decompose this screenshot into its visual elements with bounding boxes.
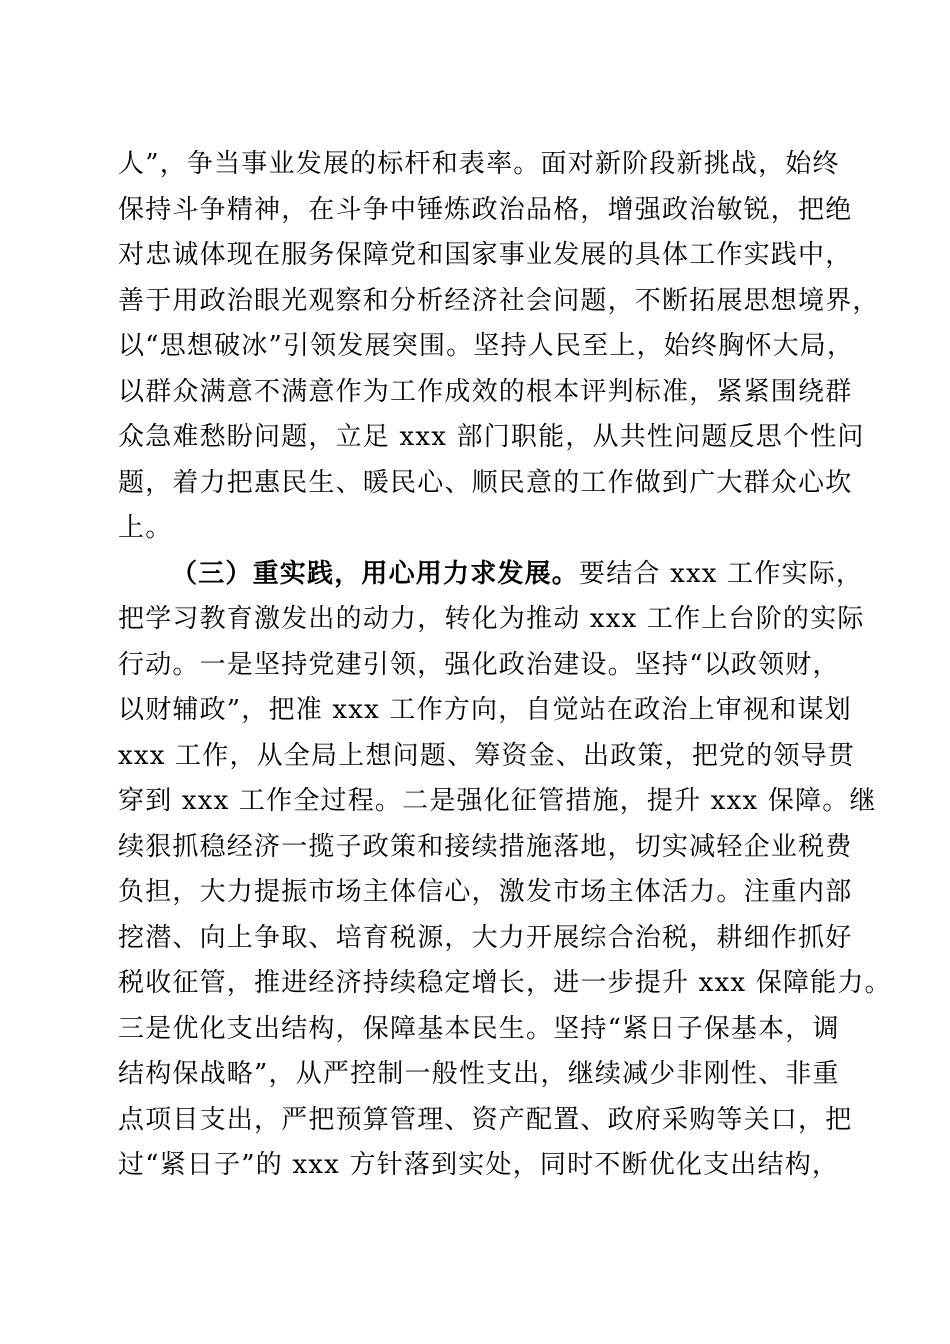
text-line: 税收征管，推进经济持续稳定增长，进一步提升 xxx 保障能力。 [118, 968, 892, 998]
text-line-first [118, 552, 864, 598]
text-line: 众急难愁盼问题，立足 xxx 部门职能，从共性问题反思个性问 [118, 422, 865, 452]
text-line: 负担，大力提振市场主体信心，激发市场主体活力。注重内部 [118, 877, 853, 907]
text-line: 题，着力把惠民生、暖民心、顺民意的工作做到广大群众心坎 [118, 467, 853, 498]
document-body [118, 142, 892, 1189]
text-line: 结构保战略”，从严控制一般性支出，继续减少非刚性、非重 [118, 1059, 840, 1089]
text-line: 对忠诚体现在服务保障党和国家事业发展的具体工作实践中， [118, 240, 853, 270]
text-run: 要结合 xxx 工作实际， [579, 558, 864, 589]
text-line: xxx 工作，从全局上想问题、筹资金、出政策，把党的领导贯 [118, 740, 856, 771]
text-line: 行动。一是坚持党建引领，强化政治建设。坚持“以政领财， [118, 649, 840, 680]
text-line: 善于用政治眼光观察和分析经济社会问题，不断拓展思想境界， [118, 285, 880, 316]
text-line: 上。 [118, 513, 173, 543]
section-heading: （三）重实践，用心用力求发展。 [171, 558, 580, 589]
paragraph-1 [118, 142, 880, 552]
text-line: 人”，争当事业发展的标杆和表率。面对新阶段新挑战，始终 [118, 149, 840, 179]
text-line: 以“思想破冰”引领发展突围。坚持人民至上，始终胸怀大局， [118, 331, 855, 361]
text-line: 挖潜、向上争取、培育税源，大力开展综合治税，耕细作抓好 [118, 922, 853, 953]
text-line: 以财辅政”，把准 xxx 工作方向，自觉站在政治上审视和谋划 [118, 695, 852, 725]
text-line: 穿到 xxx 工作全过程。二是强化征管措施，提升 xxx 保障。继 [118, 786, 877, 816]
text-line: 点项目支出，严把预算管理、资产配置、政府采购等关口，把 [118, 1104, 853, 1135]
text-line: 把学习教育激发出的动力，转化为推动 xxx 工作上台阶的实际 [118, 604, 865, 634]
text-line: 以群众满意不满意作为工作成效的根本评判标准，紧紧围绕群 [118, 376, 853, 407]
paragraph-2 [118, 552, 892, 1189]
text-line: 保持斗争精神，在斗争中锤炼政治品格，增强政治敏锐，把绝 [118, 194, 853, 225]
text-line: 三是优化支出结构，保障基本民生。坚持“紧日子保基本，调 [118, 1013, 840, 1044]
text-line: 续狠抓稳经济一揽子政策和接续措施落地，切实减轻企业税费 [118, 831, 853, 862]
text-line: 过“紧日子”的 xxx 方针落到实处，同时不断优化支出结构， [118, 1150, 840, 1180]
